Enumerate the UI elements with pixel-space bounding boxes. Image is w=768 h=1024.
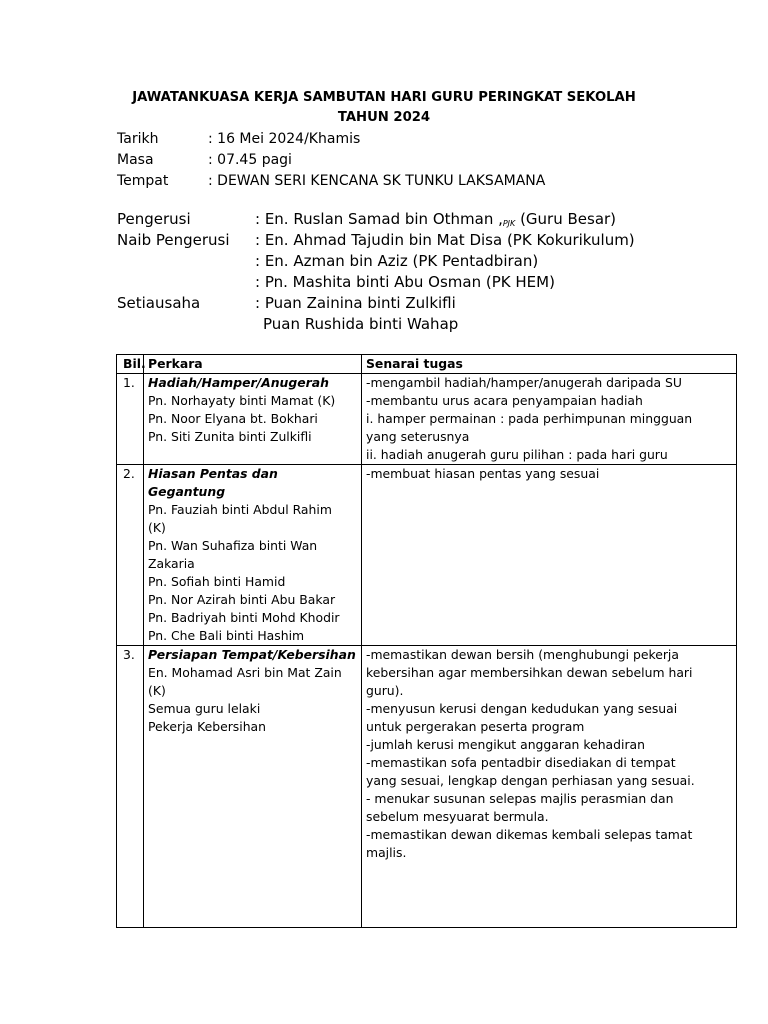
- task-line: untuk pergerakan peserta program: [366, 719, 585, 734]
- setiausaha-value-2: Puan Rushida binti Wahap: [263, 315, 459, 333]
- pengerusi-label: Pengerusi: [117, 210, 191, 228]
- task-line: -memastikan dewan dikemas kembali selepas tamat: [366, 827, 693, 842]
- naib-pengerusi-value-1: : En. Ahmad Tajudin bin Mat Disa (PK Kokurikulum): [255, 231, 635, 249]
- row-tasks: [362, 374, 737, 465]
- pengerusi-value: [255, 210, 616, 228]
- naib-pengerusi-value-2: : En. Azman bin Aziz (PK Pentadbiran): [255, 252, 539, 270]
- member-name: Pn. Badriyah binti Mohd Khodir: [148, 610, 340, 625]
- task-line: yang seterusnya: [366, 429, 470, 444]
- task-line: - menukar susunan selepas majlis perasmian dan: [366, 791, 674, 806]
- member-name: En. Mohamad Asri bin Mat Zain: [148, 665, 342, 680]
- tempat-label: Tempat: [117, 173, 169, 189]
- table-row: [117, 646, 737, 928]
- member-name: Pn. Siti Zunita binti Zulkifli: [148, 429, 312, 444]
- section-title: Hadiah/Hamper/Anugerah: [148, 375, 329, 390]
- row-number: 3.: [117, 646, 144, 928]
- member-name: (K): [148, 683, 166, 698]
- task-line: -jumlah kerusi mengikut anggaran kehadiran: [366, 737, 646, 752]
- member-name: Pekerja Kebersihan: [148, 719, 266, 734]
- naib-pengerusi-label: Naib Pengerusi: [117, 231, 230, 249]
- pengerusi-name: : En. Ruslan Samad bin Othman ,: [255, 210, 503, 228]
- task-line: -menyusun kerusi dengan kedudukan yang sesuai: [366, 701, 678, 716]
- task-line: i. hamper permainan : pada perhimpunan mingguan: [366, 411, 693, 426]
- table-header-row: [117, 355, 737, 374]
- setiausaha-label: Setiausaha: [117, 294, 201, 312]
- tarikh-label: Tarikh: [117, 131, 159, 147]
- header-senarai-tugas: Senarai tugas: [362, 355, 737, 374]
- tarikh-value: : 16 Mei 2024/Khamis: [208, 131, 361, 147]
- task-line: -mengambil hadiah/hamper/anugerah daripada SU: [366, 375, 682, 390]
- naib-pengerusi-value-3: : Pn. Mashita binti Abu Osman (PK HEM): [255, 273, 555, 291]
- member-name: Pn. Norhayaty binti Mamat (K): [148, 393, 336, 408]
- document-title: JAWATANKUASA KERJA SAMBUTAN HARI GURU PERINGKAT SEKOLAH: [132, 90, 636, 105]
- row-number: 2.: [117, 465, 144, 646]
- member-name: Pn. Noor Elyana bt. Bokhari: [148, 411, 318, 426]
- masa-value: : 07.45 pagi: [208, 152, 292, 168]
- setiausaha-value-1: : Puan Zainina binti Zulkifli: [255, 294, 456, 312]
- row-number: 1.: [117, 374, 144, 465]
- task-line: guru).: [366, 683, 404, 698]
- row-perkara: [144, 374, 362, 465]
- header-perkara: Perkara: [144, 355, 362, 374]
- member-name: Pn. Che Bali binti Hashim: [148, 628, 305, 643]
- member-name: Pn. Wan Suhafiza binti Wan: [148, 538, 318, 553]
- task-line: sebelum mesyuarat bermula.: [366, 809, 549, 824]
- task-line: yang sesuai, lengkap dengan perhiasan yang sesuai.: [366, 773, 695, 788]
- row-tasks: [362, 465, 737, 646]
- task-line: ii. hadiah anugerah guru pilihan : pada hari guru: [366, 447, 668, 462]
- member-name: Pn. Fauziah binti Abdul Rahim: [148, 502, 332, 517]
- row-tasks: [362, 646, 737, 928]
- row-perkara: [144, 646, 362, 928]
- member-name: Pn. Sofiah binti Hamid: [148, 574, 286, 589]
- section-title: Persiapan Tempat/Kebersihan: [148, 647, 356, 662]
- table-row: [117, 465, 737, 646]
- section-title: Hiasan Pentas dan Gegantung: [148, 466, 278, 499]
- pengerusi-role: (Guru Besar): [515, 210, 617, 228]
- task-line: majlis.: [366, 845, 407, 860]
- task-line: -memastikan sofa pentadbir disediakan di tempat: [366, 755, 676, 770]
- member-name: Semua guru lelaki: [148, 701, 261, 716]
- header-bil: Bil.: [117, 355, 144, 374]
- member-name: Pn. Nor Azirah binti Abu Bakar: [148, 592, 336, 607]
- task-line: -membuat hiasan pentas yang sesuai: [366, 466, 600, 481]
- row-perkara: [144, 465, 362, 646]
- member-name: Zakaria: [148, 556, 195, 571]
- tasks-table: [116, 354, 737, 928]
- task-line: kebersihan agar membersihkan dewan sebelum hari: [366, 665, 693, 680]
- pjk-title: PJK: [502, 219, 516, 228]
- task-line: -memastikan dewan bersih (menghubungi pekerja: [366, 647, 679, 662]
- tempat-value: : DEWAN SERI KENCANA SK TUNKU LAKSAMANA: [208, 173, 546, 189]
- document-year: TAHUN 2024: [337, 110, 431, 125]
- member-name: (K): [148, 520, 166, 535]
- table-row: [117, 374, 737, 465]
- masa-label: Masa: [117, 152, 154, 168]
- task-line: -membantu urus acara penyampaian hadiah: [366, 393, 643, 408]
